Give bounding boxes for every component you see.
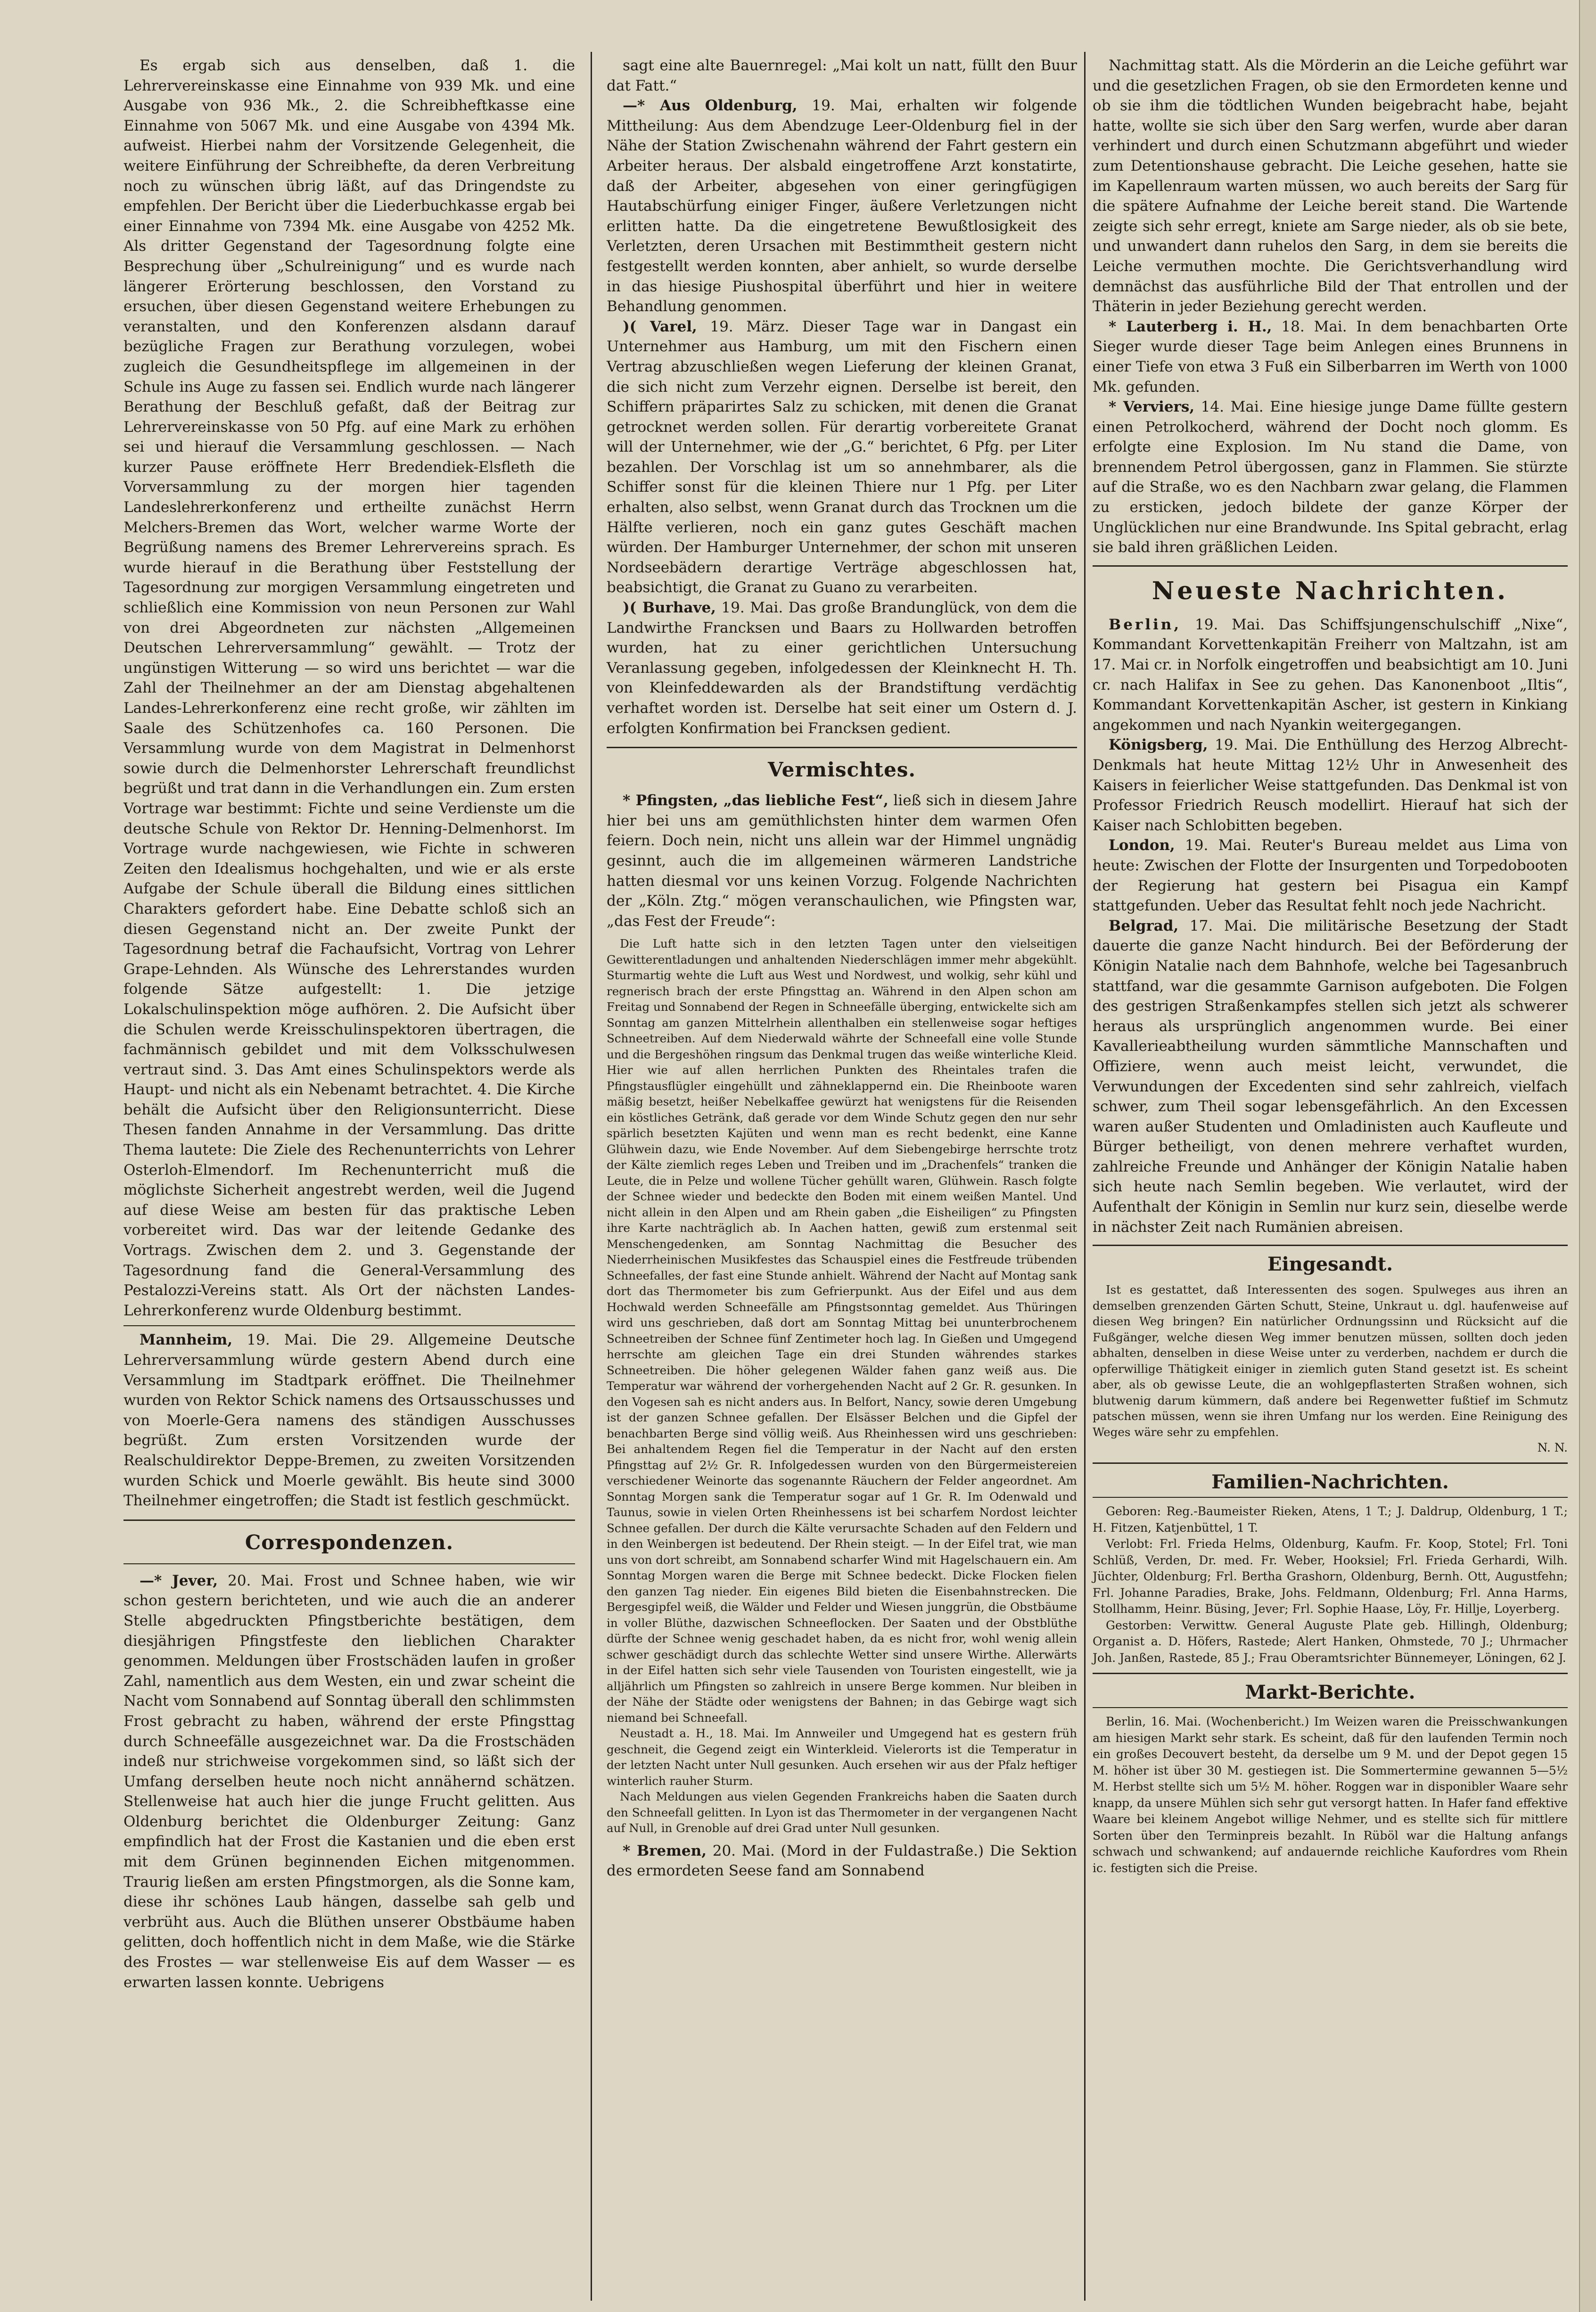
engagements: Verlobt: Frl. Frieda Helms, Oldenburg, Kaufm. Fr. Koop, Stotel; Frl. Toni Schlüß, Verden, Dr. med. Fr. Weber, Hooksiel; Frl. Frieda Gerhardi, Wilh. Jüchter, Oldenburg; Frl. Bertha Grashorn, Oldenburg, Bernh. Ott, Augustfehn; Frl. Johanne Paradies, Brake, Johs. Feldmann, Oldenburg; Frl. Anna Harms, Stollhamm, Heinr. Büsing, Jever; Frl. Sophie Haase, Löy, Fr. Hillje, Loyerberg. (1093, 1537, 1568, 1616)
article-divider (123, 1325, 575, 1326)
koenigsberg-article: Königsberg, 19. Mai. Die Enthüllung des Herzog Albrecht-Denkmals hat heute Mittag 12½ Uhr in Anwesenheit des Kaisers in feierlicher Weise stattgefunden. Das Denkmal ist von Professor Friedrich Reusch modellirt. Hierauf hat sich der Kaiser nach Schlobitten begeben. (1093, 736, 1568, 834)
berlin-article: Berlin, 19. Mai. Das Schiffsjungenschulschiff „Nixe“, Kommandant Korvettenkapitän Freiherr von Maltzahn, ist am 17. Mai cr. in Norfolk eingetroffen und beabsichtigt am 10. Juni cr. nach Halifax in See zu gehen. Das Kanonenboot „Iltis“, Kommandant Korvettenkapitän Ascher, ist gestern in Kinkiang angekommen und nach Nyankin weitergegangen. (1093, 616, 1568, 734)
sent-in-signature: N. N. (1537, 1441, 1568, 1455)
quote-paragraph-1: Die Luft hatte sich in den letzten Tagen unter den vielseitigen Gewitterentladungen und anhaltenden Niederschlägen immer mehr abgekühlt. Sturmartig wehte die Luft aus West und Nordwest, und wolkig, sehr kühl und regnerisch brach der erste Pfingsttag an. Während in den Alpen schon am Freitag und Sonnabend der Regen in Schneefälle überging, entwickelte sich am Sonntag am ganzen Mittelrhein allenthalben ein stellenweise sogar heftiges Schneetreiben. Auf dem Niederwald währte der Schneefall eine volle Stunde und die Bergeshöhen ringsum das Denkmal trugen das weiße winterliche Kleid. Hier wie auf allen herrlichen Punkten des Rheintales trafen die Pfingstausflügler eingehüllt und zähneklappernd ein. Die Rheinboote waren mäßig besetzt, heißer Nebelkaffee gewürzt hat wenigstens für die Reisenden ein köstliches Getränk, daß gerade vor dem Winde Schutz gegen den nur sehr spärlich besetzten Kajüten und wenn man es recht bedenkt, eine Kanne Glühwein dazu, wie Ende November. Auf dem Siebengebirge herrschte trotz der Kälte ziemlich reges Leben und Treiben und im „Drachenfels“ tranken die Leute, die in Pelze und wollene Tücher gehüllt waren, Glühwein. Rasch folgte der Schnee wieder und bedeckte den Boden mit einem weißen Mantel. Und nicht allein in den Alpen und am Rhein gaben „die Eisheiligen“ zu Pfingsten ihre Karte nachträglich ab. In Aachen hatten, gewiß zum erstenmal seit Menschengedenken, am Sonntag Nachmittag die Besucher des Niederrheinischen Musikfestes das Schauspiel eines die Festfreude trübenden Schneefalles, der fast eine Stunde anhielt. Während der Nacht auf Montag sank dort das Thermometer bis zum Gefrierpunkt. Aus der Eifel und aus dem Hochwald werden Schneefälle am Pfingstsonntag gemeldet. Aus Thüringen wird uns geschrieben, daß dort am Sonntag Mittag bei ununterbrochenem Schneetreiben der Schnee fünf Zentimeter hoch lag. In Gießen und Umgegend herrschte am gleichen Tage ein drei Stunden währendes starkes Schneetreiben. Die höher gelegenen Wälder fahen ganz weiß aus. Die Temperatur war während der vorhergehenden Nacht auf 2 Gr. R. gesunken. In den Vogesen sah es nicht anders aus. In Belfort, Nancy, sowie deren Umgebung ist der ganzen Schnee gefallen. Der Elsässer Belchen und die Gipfel der benachbarten Berge sind völlig weiß. Aus Rheinhessen wird uns geschrieben: Bei anhaltendem Regen fiel die Temperatur in der Nacht auf den ersten Pfingsttag auf 2½ Gr. R. Infolgedessen wurden von den Bürgermeistereien verschiedener Weinorte das sogenannte Räuchern der Felder angeordnet. Am Sonntag Morgen sank die Temperatur sogar auf 1 Gr. R. Im Odenwald und Taunus, sowie in vielen Orten Rheinhessens ist bei scharfem Nordost leichter Schnee gefallen. Der durch die Kälte verursachte Schaden auf den Feldern und in den Weinbergen ist bedeutend. Der Rhein steigt. — In der Eifel trat, wie man uns von dort schreibt, am Sonnabend scharfer Wind mit Hagelschauern ein. Am Sonntag Morgen waren die Berge mit Schnee bedeckt. Dicke Flocken fielen den ganzen Tag nieder. Ein eigenes Bild bieten die Eisenbahnstrecken. Die Bergesgipfel weiß, die Wälder und Felder und Wiesen junggrün, die Obstbäume in voller Blüthe, dazwischen Schneeflocken. Der Saaten und der Obstblüthe dürfte der Schnee wenig geschadet haben, da es nicht fror, wohl wenig allein schwer geschädigt durch das schlechte Wetter sind unsere Wirthe. Allerwärts in der Eifel hatten sich sehr viele Tausenden von Touristen eingestellt, wie ja alljährlich um Pfingsten so zahlreich in unsere Berge kommen. Nur bleiben in der Nähe der Städte oder wenigstens der Bahnen; in das Gebirge wagt sich niemand bei Schneefall. (607, 937, 1077, 1725)
heading-underline (123, 1563, 575, 1564)
jever-place: —* Jever, (140, 1572, 218, 1589)
jever-article: —* Jever, 20. Mai. Frost und Schnee haben, wie wir schon gestern berichteten, und wie auch die an anderer Stelle abgedruckten Pfingstberichte bestätigen, dem diesjährigen Pfingstfeste den lieblichen Charakter genommen. Meldungen über Frostschäden laufen in großer Zahl, namentlich aus dem Westen, ein und zwar scheint die Nacht vom Sonnabend auf Sonntag überall den schlimmsten Frost gebracht zu haben, während der erste Pfingsttag durch Schneefälle ausgezeichnet war. Da die Frostschäden indeß nur strichweise vorgekommen sind, so läßt sich der Umfang derselben heute noch nicht annähernd schätzen. Stellenweise hat auch hier die junge Frucht gelitten. Aus Oldenburg berichtet die Oldenburger Zeitung: Ganz empfindlich hat der Frost die Kastanien und die eben erst mit dem Grünen beginnenden Eichen mitgenommen. Traurig ließen am ersten Pfingstmorgen, als die Sonne kam, diese ihr schönes Laub hängen, dasselbe sah gelb und verbrüht aus. Auch die Blüthen unserer Obstbäume haben gelitten, doch hoffentlich nicht in dem Maße, wie die Stärke des Frostes — war stellenweise Eis auf dem Wasser — es erwarten lassen konnte. Uebrigens (123, 1572, 576, 1991)
teachers-conference-report: Es ergab sich aus denselben, daß 1. die Lehrervereinskasse eine Einnahme von 939 Mk. und eine Ausgabe von 936 Mk., 2. die Schreibheftkasse eine Einnahme von 5067 Mk. und eine Ausgabe von 4394 Mk. aufweist. Hierbei nahm der Vorsitzende Gelegenheit, die weitere Einführung der Schreibhefte, da deren Verbreitung noch zu wünschen übrig läßt, auf das Dringendste zu empfehlen. Der Bericht über die Liederbuchkasse ergab bei einer Einnahme von 7394 Mk. eine Ausgabe von 4252 Mk. Als dritter Gegenstand der Tagesordnung folgte eine Besprechung über „Schulreinigung“ und es wurde nach längerer Erörterung beschlossen, den Vorstand zu ersuchen, über diesen Gegenstand weitere Erhebungen zu veranstalten, und den Konferenzen alsdann darauf bezügliche Fragen zur Berathung vorzulegen, wobei zugleich die Gesundheitspflege im allgemeinen in der Schule ins Auge zu fassen sei. Endlich wurde nach längerer Berathung der Beschluß gefaßt, daß der Beitrag zur Lehrervereinskasse von 50 Pfg. auf eine Mark zu erhöhen sei und hierauf die Versammlung geschlossen. — Nach kurzer Pause eröffnete Herr Bredendiek-Elsfleth die Vorversammlung zu der morgen hier tagenden Landeslehrerkonferenz und ertheilte zunächst Herrn Melchers-Bremen das Wort, welcher warme Worte der Begrüßung namens des Bremer Lehrervereins sprach. Es wurde hierauf in die Berathung über Feststellung der Tagesordnung zur morgigen Versammlung eingetreten und schließlich eine Kommission von neun Personen zur Wahl von drei Abgeordneten zur nächsten „Allgemeinen Deutschen Lehrerversammlung“ gewählt. — Trotz der ungünstigen Witterung — so wird uns berichtet — war die Zahl der Theilnehmer an der am Dienstag abgehaltenen Landes-Lehrerkonferenz eine recht große, wir zählten im Saale des Schützenhofes ca. 160 Personen. Die Versammlung wurde von dem Magistrat in Delmenhorst sowie durch die Delmenhorster Lehrerschaft freundlichst begrüßt und trat dann in die Verhandlungen ein. Zum ersten Vortrage war bestimmt: Fichte und seine Verdienste um die deutsche Schule von Rektor Dr. Henning-Delmenhorst. Im Vortrage wurde nachgewiesen, wie Fichte in schweren Zeiten den Idealismus hochgehalten, und wie er als erste Aufgabe der Schule überall die Bildung eines sittlichen Charakters gefordert habe. Eine Debatte schloß sich an diesen Gegenstand nicht an. Der zweite Punkt der Tagesordnung betraf die Fachaufsicht, Vortrag von Lehrer Grape-Lehnden. Als Wünsche des Lehrerstandes wurden folgende Sätze aufgestellt: 1. Die jetzige Lokalschulinspektion möge aufhören. 2. Die Aufsicht über die Schulen werde Kreisschulinspektoren übertragen, die fachmännisch gebildet und mit dem Volksschulwesen vertraut sind. 3. Das Amt eines Schulinspektors werde als Haupt- und nicht als ein Nebenamt betrachtet. 4. Die Kirche behält die Aufsicht über den Religionsunterricht. Diese Thesen fanden Annahme in der Versammlung. Das dritte Thema lautete: Die Ziele des Rechenunterrichts von Lehrer Osterloh-Elmendorf. Im Rechenunterricht muß die möglichste Sicherheit angestrebt werden, weil die Jugend auf diese Weise am besten für das praktische Leben vorbereitet wird. Das war der leitende Gedanke des Vortrags. Zwischen dem 2. und 3. Gegenstande der Tagesordnung fand die General-Versammlung des Pestalozzi-Vereins statt. Als Ort der nächsten Landes-Lehrerkonferenz wurde Oldenburg bestimmt. (123, 57, 575, 1319)
belgrad-article: Belgrad, 17. Mai. Die militärische Besetzung der Stadt dauerte die ganze Nacht hindurch. Bei der Beförderung der Königin Natalie nach dem Bahnhofe, welche bei Tagesanbruch stattfand, war die gesammte Garnison aufgeboten. Die Folgen des gestrigen Straßenkampfes stellen sich jetzt als schwerer heraus als ursprünglich angenommen wurde. Bei einer Kavallerieabtheilung wurden sämmtliche Mannschaften und Offiziere, wenn auch meist leicht, verwundet, die Verwundungen der Excedenten sind sehr zahlreich, vielfach schwer, zum Theil sogar lebensgefährlich. An den Excessen waren außer Studenten und Omladinisten auch Kaufleute und Bürger betheiligt, von denen mehrere verhaftet wurden, zahlreiche Freunde und Anhänger der Königin Natalie haben sich heute nach Semlin begeben. Wie verlautet, wird der Aufenthalt der Königin in Semlin nur kurz sein, dieselbe werde in nächster Zeit nach Rumänien abreisen. (1093, 917, 1568, 1236)
bremen-place: * Bremen, (623, 1842, 707, 1859)
section-divider (123, 1519, 575, 1521)
column-1 (123, 56, 575, 1992)
adjacent-page-edge (1579, 0, 1596, 2312)
family-news (1093, 1503, 1568, 1666)
pfingsten-place: * Pfingsten, „das liebliche Fest“, (623, 792, 888, 809)
bremen-continuation: Nachmittag statt. Als die Mörderin an die Leiche geführt war und die gesetzlichen Fragen, ob sie den Ermordeten kenne und ob sie ihm die tödtlichen Wunden beigebracht habe, bejaht hatte, wollte sie sich über den Sarg werfen, wurde aber daran verhindert und durch einen Schutzmann abgeführt und wieder zum Detentionshause gebracht. Die Leiche gesehen, hatte sie im Kapellenraum warten müssen, wo auch bereits der Sarg für die spätere Aufnahme der Leiche bereit stand. Die Wartende zeigte sich sehr erregt, kniete am Sarge nieder, als ob sie bete, und unwandert dann ruhelos den Sarg, in dem sie bereits die Leiche vermuthen mochte. Die Gerichtsverhandlung wird demnächst das ausführliche Bild der That entrollen und der Thäterin in jeder Beziehung gerecht werden. (1093, 57, 1568, 315)
london-place: London, (1109, 837, 1175, 854)
section-divider (607, 747, 1077, 748)
column-rule-left (591, 52, 592, 2301)
oldenburg-article: —* Aus Oldenburg, 19. Mai, erhalten wir folgende Mittheilung: Aus dem Abendzuge Leer-Oldenburg fiel in der Nähe der Station Zwischenahn während der Fahrt gestern ein Arbeiter heraus. Der alsbald eingetroffene Arzt konstatirte, daß der Arbeiter, abgesehen von einer geringfügigen Hautabschürfung einiger Finger, äußere Verletzungen nicht erlitten hatte. Da die eingetretene Bewußtlosigkeit des Verletzten, deren Ursachen mit Bestimmtheit gestern nicht festgestellt werden konnten, aber anhielt, so wurde derselbe in das hiesige Piushospital überführt und hier in weitere Behandlung genommen. (607, 97, 1077, 315)
london-article: London, 19. Mai. Reuter's Bureau meldet aus Lima von heute: Zwischen der Flotte der Insurgenten und Torpedobooten der Regierung hat gestern bei Pisagua ein Kampf stattgefunden. Ueber das Resultat fehlt noch jede Nachricht. (1093, 837, 1568, 915)
section-divider (1093, 1462, 1568, 1464)
sent-in-heading: Eingesandt. (1267, 1253, 1393, 1276)
latest-news-heading: Neueste Nachrichten. (1152, 576, 1509, 605)
verviers-place: * Verviers, (1109, 398, 1195, 416)
pfingsten-quote (607, 936, 1077, 1836)
quote-paragraph-2: Neustadt a. H., 18. Mai. Im Annweiler und Umgegend hat es gestern früh geschneit, die Gegend zeigt ein Winterkleid. Vielerorts ist die Temperatur in der letzten Nacht unter Null gesunken. Auch ersehen wir aus der Pfalz heftiger winterlich rauher Sturm. (607, 1726, 1077, 1788)
family-news-heading: Familien-Nachrichten. (1093, 1470, 1568, 1498)
column-2 (607, 56, 1077, 1881)
bremen-article: * Bremen, 20. Mai. (Mord in der Fuldastraße.) Die Sektion des ermordeten Seese fand am Sonnabend (607, 1842, 1078, 1880)
deaths: Gestorben: Verwittw. General Auguste Plate geb. Hillingh, Oldenburg; Organist a. D. Höfers, Rastede; Alert Hanken, Ohmstede, 70 J.; Uhrmacher Joh. Janßen, Rastede, 85 J.; Frau Oberamtsrichter Bünnemeyer, Löningen, 62 J. (1093, 1618, 1568, 1665)
berlin-market-report: Berlin, 16. Mai. (Wochenbericht.) Im Weizen waren die Preisschwankungen am hiesigen Markt sehr stark. Es scheint, daß für den laufenden Termin noch ein großes Decouvert besteht, da derselbe um 9 M. und der Depot gegen 15 M. höher ist über 30 M. gestiegen ist. Die Sommertermine gewannen 5—5½ M. Herbst stellte sich um 5½ M. höher. Roggen war in disponibler Waare sehr knapp, da unsere Mühlen sich sehr gut versorgt hatten. In Hafer fand effektive Waare bei kleinem Angebot willige Nehmer, und es stellte sich für mittlere Sorten über den Terminpreis bezahlt. In Rüböl war die Haltung anfangs schwach und schwankend; auf andauernde reichliche Kaufordres vom Rhein ic. festigten sich die Preise. (1093, 1715, 1568, 1875)
correspondence-heading: Correspondenzen. (245, 1530, 454, 1554)
lauterberg-article: * Lauterberg i. H., 18. Mai. In dem benachbarten Orte Sieger wurde dieser Tage beim Anlegen eines Brunnens in einer Tiefe von etwa 3 Fuß ein Silberbarren im Werth von 1000 Mk. gefunden. (1093, 318, 1568, 396)
oldenburg-place: —* Aus Oldenburg, (623, 97, 798, 115)
berlin-place: Berlin, (1109, 616, 1182, 633)
koenigsberg-place: Königsberg, (1109, 736, 1208, 754)
verviers-article: * Verviers, 14. Mai. Eine hiesige junge Dame füllte gestern einen Petrolkocherd, während der Docht noch glomm. Es erfolgte eine Explosion. Im Nu stand die Dame, von brennendem Petrol übergossen, ganz in Flammen. Sie stürzte auf die Straße, wo es den Nachbarn zwar gelang, die Flammen zu ersticken, jedoch bildete der ganze Körper der Unglücklichen nur eine Brandwunde. Ins Spital gebracht, erlag sie bald ihren gräßlichen Leiden. (1093, 398, 1568, 556)
column-3 (1093, 56, 1568, 1876)
burhave-place: )( Burhave, (623, 599, 716, 617)
section-divider (1093, 1245, 1568, 1246)
market-reports-heading: Markt-Berichte. (1093, 1681, 1568, 1708)
lauterberg-place: * Lauterberg i. H., (1109, 318, 1272, 335)
column-rule-right (1084, 52, 1086, 2301)
section-divider (1093, 565, 1568, 567)
sent-in-text: Ist es gestattet, daß Interessenten des sogen. Spulweges aus ihren an demselben grenzenden Gärten Schutt, Steine, Unkraut u. dgl. haufenweise auf diesen Weg bringen? Ein natürlicher Ordnungssinn und Rücksicht auf die Fußgänger, welche diesen Weg immer benutzen müssen, sollten doch jeden abhalten, denselben in diese Weise unter zu verderben, nachdem er durch die opferwillige Thätigkeit einiger in ziemlich guten Stand gesetzt ist. Es scheint aber, als ob gewisse Leute, die an wohlgepflasterten Straßen wohnen, sich blutwenig darum kümmern, daß andere bei Regenwetter fußtief im Schmutz patschen müssen, wenn sie ihren Umfang nur los werden. Eine Reinigung des Weges wäre sehr zu empfehlen. (1093, 1283, 1568, 1439)
section-divider (1093, 1673, 1568, 1674)
mannheim-article: Mannheim, 19. Mai. Die 29. Allgemeine Deutsche Lehrerversammlung würde gestern Abend durch eine Versammlung im Stadtpark eröffnet. Die Theilnehmer wurden von Rektor Schick namens des Ortsausschusses und von Moerle-Gera namens des ständigen Ausschusses begrüßt. Zum ersten Vorsitzenden wurde der Realschuldirektor Deppe-Bremen, zu zweiten Vorsitzenden wurden Schick und Moerle gewählt. Bis heute sind 3000 Theilnehmer eingetroffen; die Stadt ist festlich geschmückt. (123, 1331, 575, 1510)
belgrad-place: Belgrad, (1109, 917, 1179, 934)
misc-heading: Vermischtes. (767, 758, 916, 782)
births: Geboren: Reg.-Baumeister Rieken, Atens, 1 T.; J. Daldrup, Oldenburg, 1 T.; H. Fitzen, Katjenbüttel, 1 T. (1093, 1504, 1568, 1535)
pfingsten-article: * Pfingsten, „das liebliche Fest“, ließ sich in diesem Jahre hier bei uns am gemüthlichsten hinter dem warmen Ofen feiern. Doch nein, nicht uns allein war der Himmel ungnädig gesinnt, auch die im allgemeinen wärmeren Landstriche hatten diesmal vor uns keinen Vorzug. Folgende Nachrichten der „Köln. Ztg.“ mögen veranschaulichen, wie Pfingsten war, „das Fest der Freude“: (607, 792, 1077, 930)
mannheim-place: Mannheim, (140, 1331, 233, 1349)
varel-article: )( Varel, 19. März. Dieser Tage war in Dangast ein Unternehmer aus Hamburg, um mit den Fischern einen Vertrag abzuschließen wegen Lieferung der kleinen Granat, die sich nicht zum Verzehr eignen. Derselbe ist bereit, den Schiffern präparirtes Salz zu schicken, mit denen die Granat getrocknet werden sollen. Für derartig vorbereitete Granat will der Unternehmer, wie der „G.“ berichtet, 6 Pfg. per Liter bezahlen. Der Vorschlag ist um so annehmbarer, als die Schiffer sonst für die kleinen Thiere nur 1 Pfg. per Liter erhalten, also selbst, wenn Granat durch das Trocknen um die Hälfte verlieren, noch ein ganz gutes Geschäft machen würden. Der Hamburger Unternehmer, der schon mit unseren Nordseebädern derartige Verträge abgeschlossen hat, beabsichtigt, die Granat zu Guano zu verarbeiten. (607, 318, 1077, 596)
weather-continuation: sagt eine alte Bauernregel: „Mai kolt un natt, füllt den Buur dat Fatt.“ (607, 57, 1077, 94)
quote-paragraph-3: Nach Meldungen aus vielen Gegenden Frankreichs haben die Saaten durch den Schneefall gelitten. In Lyon ist das Thermometer in der vergangenen Nacht auf Null, in Grenoble auf drei Grad unter Null gesunken. (607, 1790, 1077, 1835)
burhave-article: )( Burhave, 19. Mai. Das große Brandunglück, von dem die Landwirthe Francksen und Baars zu Hollwarden betroffen wurden, hat zu einer gerichtlichen Untersuchung Veranlassung gegeben, infolgedessen der Kleinknecht H. Th. von Kleinfeddewarden als der Brandstiftung verdächtig verhaftet worden ist. Derselbe hat seit einer um Ostern d. J. erfolgten Konfirmation bei Francksen gedient. (607, 599, 1077, 737)
market-reports (1093, 1714, 1568, 1876)
sent-in-letter (1093, 1282, 1568, 1456)
varel-place: )( Varel, (623, 318, 697, 335)
